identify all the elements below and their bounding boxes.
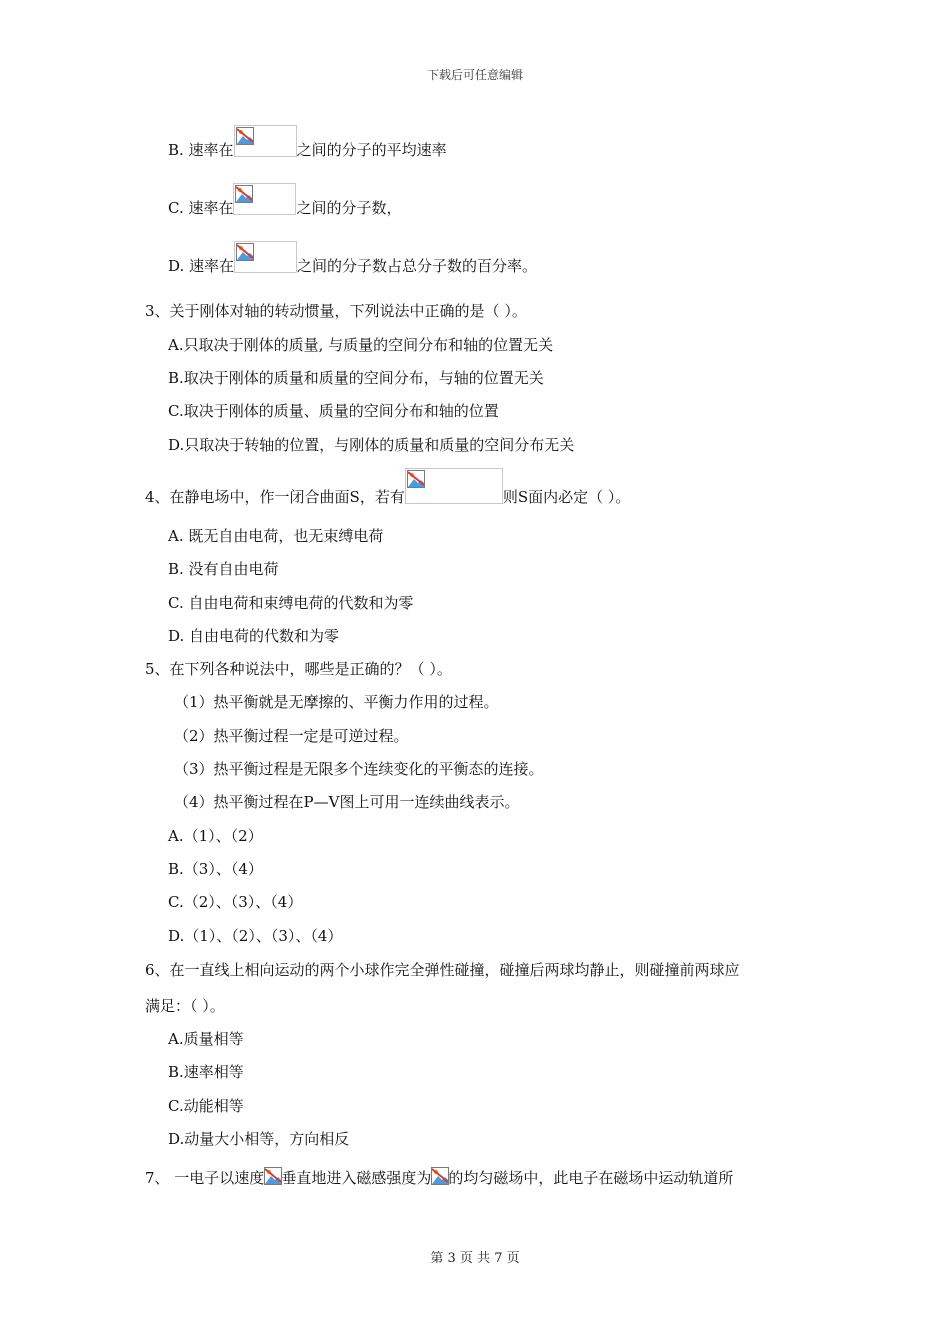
broken-image-icon (236, 243, 255, 262)
option-prefix: D. 速率在 (168, 257, 235, 275)
magnetic-field-symbol-image (431, 1167, 448, 1186)
q6-stem-line-1: 6、在一直线上相向运动的两个小球作完全弹性碰撞，碰撞后两球均静止，则碰撞前两球应 (145, 961, 740, 979)
stem-part-1: 7、 一电子以速度 (145, 1169, 265, 1187)
q5-statement-2: （2）热平衡过程一定是可逆过程。 (174, 727, 409, 745)
q5-statement-4: （4）热平衡过程在P—V图上可用一连续曲线表示。 (174, 793, 520, 811)
stem-part-3: 的均匀磁场中，此电子在磁场中运动轨道所 (448, 1169, 734, 1187)
q2-option-c (168, 198, 402, 218)
formula-image-placeholder (234, 241, 297, 273)
q3-option-b: B.取决于刚体的质量和质量的空间分布，与轴的位置无关 (168, 369, 544, 387)
q4-option-a: A. 既无自由电荷，也无束缚电荷 (168, 527, 384, 545)
q5-statement-3: （3）热平衡过程是无限多个连续变化的平衡态的连接。 (174, 760, 544, 778)
q5-stem: 5、在下列各种说法中，哪些是正确的？（ ）。 (145, 660, 452, 678)
q6-option-b: B.速率相等 (168, 1063, 244, 1081)
q3-option-c: C.取决于刚体的质量、质量的空间分布和轴的位置 (168, 402, 499, 420)
q6-option-a: A.质量相等 (168, 1030, 244, 1048)
broken-image-icon (235, 185, 254, 204)
formula-image-placeholder (234, 125, 297, 157)
q7-stem (145, 1168, 733, 1188)
broken-image-icon (431, 1167, 449, 1185)
q4-option-d: D. 自由电荷的代数和为零 (168, 627, 340, 645)
stem-part-2: 垂直地进入磁感强度为 (281, 1169, 432, 1187)
q5-option-b: B.（3）、（4） (168, 860, 263, 878)
q2-option-b (168, 140, 447, 160)
option-suffix: 之间的分子的平均速率 (296, 141, 447, 159)
page-header: 下载后可任意编辑 (426, 68, 523, 82)
q3-stem: 3、关于刚体对轴的转动惯量，下列说法中正确的是（ ）。 (145, 302, 527, 320)
q6-option-d: D.动量大小相等，方向相反 (168, 1130, 350, 1148)
q5-option-a: A.（1）、（2） (168, 827, 263, 845)
broken-image-icon (264, 1167, 282, 1185)
velocity-symbol-image (264, 1167, 281, 1186)
stem-prefix: 4、在静电场中，作一闭合曲面S，若有 (145, 488, 405, 506)
q5-option-c: C.（2）、（3）、（4） (168, 893, 303, 911)
broken-image-icon (236, 127, 255, 146)
q5-statement-1: （1）热平衡就是无摩擦的、平衡力作用的过程。 (174, 693, 499, 711)
q4-stem (145, 487, 630, 507)
q6-option-c: C.动能相等 (168, 1097, 244, 1115)
formula-image-placeholder (233, 183, 296, 215)
option-suffix: 之间的分子数占总分子数的百分率。 (297, 257, 538, 275)
q4-option-c: C. 自由电荷和束缚电荷的代数和为零 (168, 594, 414, 612)
q3-option-d: D.只取决于转轴的位置，与刚体的质量和质量的空间分布无关 (168, 436, 575, 454)
q4-option-b: B. 没有自由电荷 (168, 560, 279, 578)
q2-option-d (168, 256, 537, 276)
stem-suffix: 则S面内必定（ ）。 (502, 488, 631, 506)
broken-image-icon (407, 470, 426, 489)
option-suffix: 之间的分子数， (296, 199, 402, 217)
q6-stem-line-2: 满足：（ ）。 (145, 997, 225, 1015)
q5-option-d: D.（1）、（2）、（3）、（4） (168, 927, 343, 945)
option-prefix: C. 速率在 (168, 199, 234, 217)
q3-option-a: A.只取决于刚体的质量, 与质量的空间分布和轴的位置无关 (168, 336, 554, 354)
page-footer: 第 3 页 共 7 页 (430, 1251, 520, 1266)
formula-image-placeholder (405, 468, 503, 504)
option-prefix: B. 速率在 (168, 141, 234, 159)
